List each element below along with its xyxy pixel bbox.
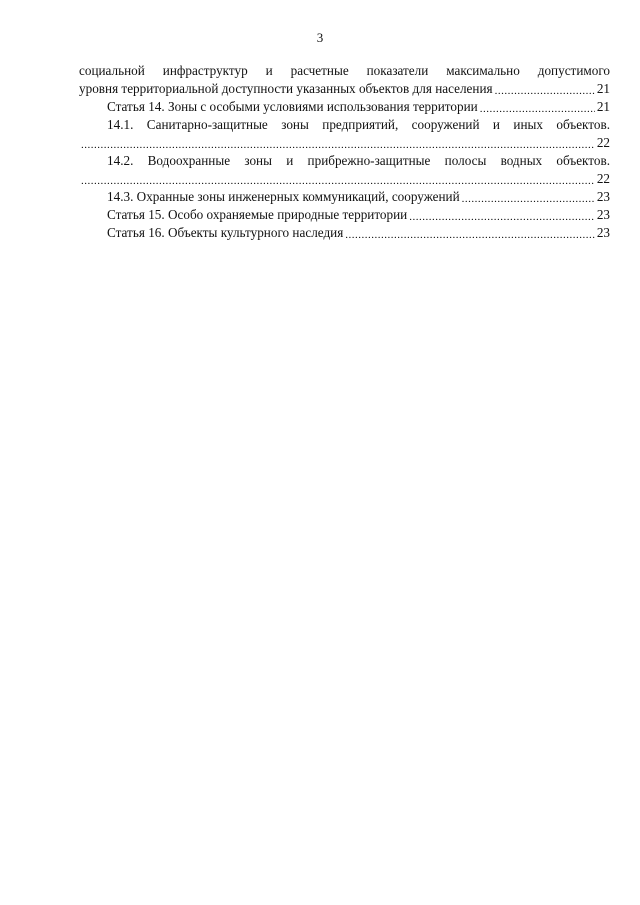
leader-dots — [462, 192, 595, 206]
toc-entry-article-16[interactable] — [79, 224, 610, 242]
page-number: 3 — [316, 30, 324, 45]
toc-page-number: 22 — [596, 171, 610, 186]
toc-entry-article-15[interactable] — [79, 206, 610, 224]
toc-entry-text: 14.3. Охранные зоны инженерных коммуникаций, сооружений — [107, 189, 460, 204]
toc-page-number: 23 — [596, 189, 610, 204]
toc-page-number: 22 — [596, 135, 610, 150]
toc-entry-article-14[interactable] — [79, 98, 610, 116]
toc-entry-text-line2: уровня территориальной доступности указанных объектов для населения — [79, 81, 493, 96]
toc-page-number: 23 — [596, 225, 610, 240]
toc-entry-text-line1: социальной инфраструктур и расчетные показатели максимально допустимого — [79, 63, 610, 78]
leader-dots — [81, 138, 595, 152]
leader-dots — [480, 102, 595, 116]
toc-entry-social-infrastructure[interactable] — [79, 62, 610, 98]
toc-entry-text: Статья 15. Особо охраняемые природные территории — [107, 207, 408, 222]
toc-entry-text: 14.1. Санитарно-защитные зоны предприятий, сооружений и иных объектов. — [107, 117, 610, 132]
leader-dots — [81, 174, 595, 188]
toc-entry-14-1[interactable] — [79, 116, 610, 152]
toc-page-number: 21 — [596, 81, 610, 96]
toc-entry-14-3[interactable] — [79, 188, 610, 206]
toc-entry-text: Статья 14. Зоны с особыми условиями использования территории — [107, 99, 478, 114]
table-of-contents — [79, 62, 610, 242]
toc-page-number: 23 — [596, 207, 610, 222]
toc-page-number: 21 — [596, 99, 610, 114]
leader-dots — [409, 210, 595, 224]
toc-entry-text: 14.2. Водоохранные зоны и прибрежно-защитные полосы водных объектов. — [107, 153, 610, 168]
leader-dots — [495, 84, 595, 98]
toc-entry-text: Статья 16. Объекты культурного наследия — [107, 225, 344, 240]
leader-dots — [345, 228, 595, 242]
toc-entry-14-2[interactable] — [79, 152, 610, 188]
